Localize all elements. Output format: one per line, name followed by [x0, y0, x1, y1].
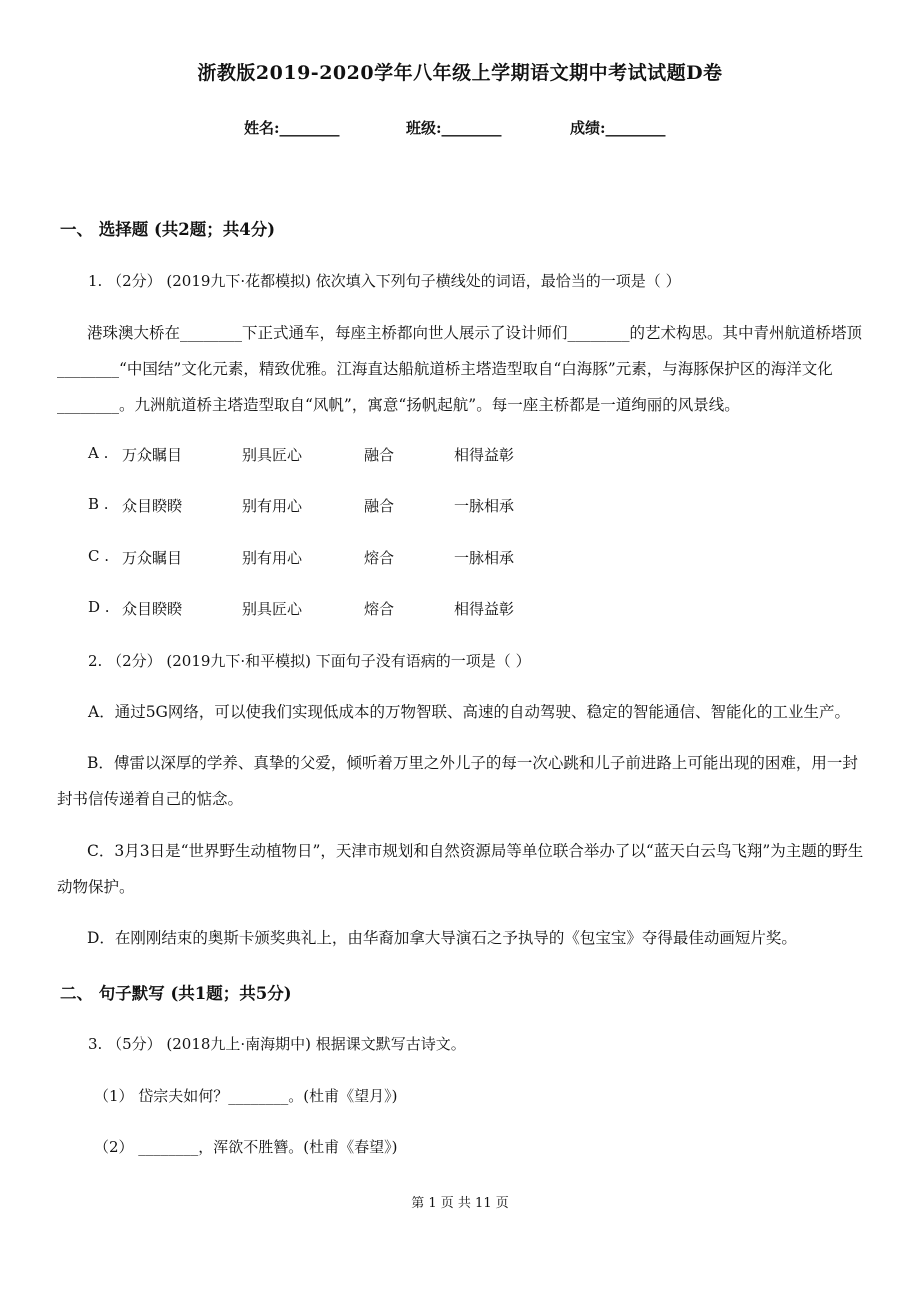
question-3-item-2: （2） ________，浑欲不胜簪。(杜甫《春望》)	[94, 1138, 398, 1156]
option-letter: D .	[88, 598, 110, 616]
question-1-stem: 1. （2分） (2019九下·花都模拟) 依次填入下列句子横线处的词语，最恰当的一项是（ ）	[88, 272, 681, 290]
option-word: 别具匠心	[242, 446, 303, 464]
option-word: 万众瞩目	[122, 549, 183, 567]
page-number: 第 1 页 共 11 页	[411, 1196, 509, 1211]
question-2-stem: 2. （2分） (2019九下·和平模拟) 下面句子没有语病的一项是（ ）	[88, 652, 531, 670]
section-heading-recitation: 二、 句子默写 (共1题；共5分)	[60, 984, 292, 1003]
option-word: 一脉相承	[454, 497, 515, 515]
option-word: 众目睽睽	[122, 600, 183, 618]
option-word: 融合	[364, 446, 395, 464]
exam-title: 浙教版2019-2020学年八年级上学期语文期中考试试题D卷	[197, 62, 723, 84]
option-word: 别有用心	[242, 497, 303, 515]
option-word: 别具匠心	[242, 600, 303, 618]
question-3-stem: 3. （5分） (2018九上·南海期中) 根据课文默写古诗文。	[88, 1035, 466, 1053]
option-word: 一脉相承	[454, 549, 515, 567]
option-word: 万众瞩目	[122, 446, 183, 464]
score-field: 成绩:________	[570, 119, 666, 137]
option-word: 相得益彰	[454, 446, 515, 464]
option-word: 融合	[364, 497, 395, 515]
question-3-item-1: （1） 岱宗夫如何？________。(杜甫《望月》)	[94, 1087, 398, 1105]
question-2-option-c: C．3月3日是“世界野生动植物日”，天津市规划和自然资源局等单位联合举办了以“蓝天白云鸟飞翔”为主题的野生动物保护。	[57, 842, 864, 896]
option-word: 众目睽睽	[122, 497, 183, 515]
option-word: 别有用心	[242, 549, 303, 567]
option-word: 相得益彰	[454, 600, 515, 618]
option-letter: A .	[88, 444, 109, 462]
option-word: 熔合	[364, 600, 395, 618]
class-field: 班级:________	[406, 119, 502, 137]
section-heading-choice: 一、 选择题 (共2题；共4分)	[60, 220, 276, 239]
question-2-option-d: D．在刚刚结束的奥斯卡颁奖典礼上，由华裔加拿大导演石之予执导的《包宝宝》夺得最佳动画短片奖。	[87, 929, 797, 947]
option-letter: C .	[88, 547, 110, 565]
question-2-option-b: B．傅雷以深厚的学养、真挚的父爱，倾听着万里之外儿子的每一次心跳和儿子前进路上可能出现的困难，用一封封书信传递着自己的惦念。	[57, 754, 858, 808]
name-field: 姓名:________	[244, 119, 340, 137]
question-2-option-a: A．通过5G网络，可以使我们实现低成本的万物智联、高速的自动驾驶、稳定的智能通信、智能化的工业生产。	[88, 703, 850, 721]
option-letter: B .	[88, 495, 109, 513]
question-1-passage: 港珠澳大桥在________下正式通车，每座主桥都向世人展示了设计师们________的艺术构思。其中青州航道桥塔顶________“中国结”文化元素，精致优雅。江海直达船航道桥主塔造型取自“白海豚”元素，与海豚保护区的海洋文化________。九洲航道桥主塔造型取自“风帆”，寓意“扬帆起航”。每一座主桥都是一道绚丽的风景线。	[57, 324, 863, 414]
option-word: 熔合	[364, 549, 395, 567]
